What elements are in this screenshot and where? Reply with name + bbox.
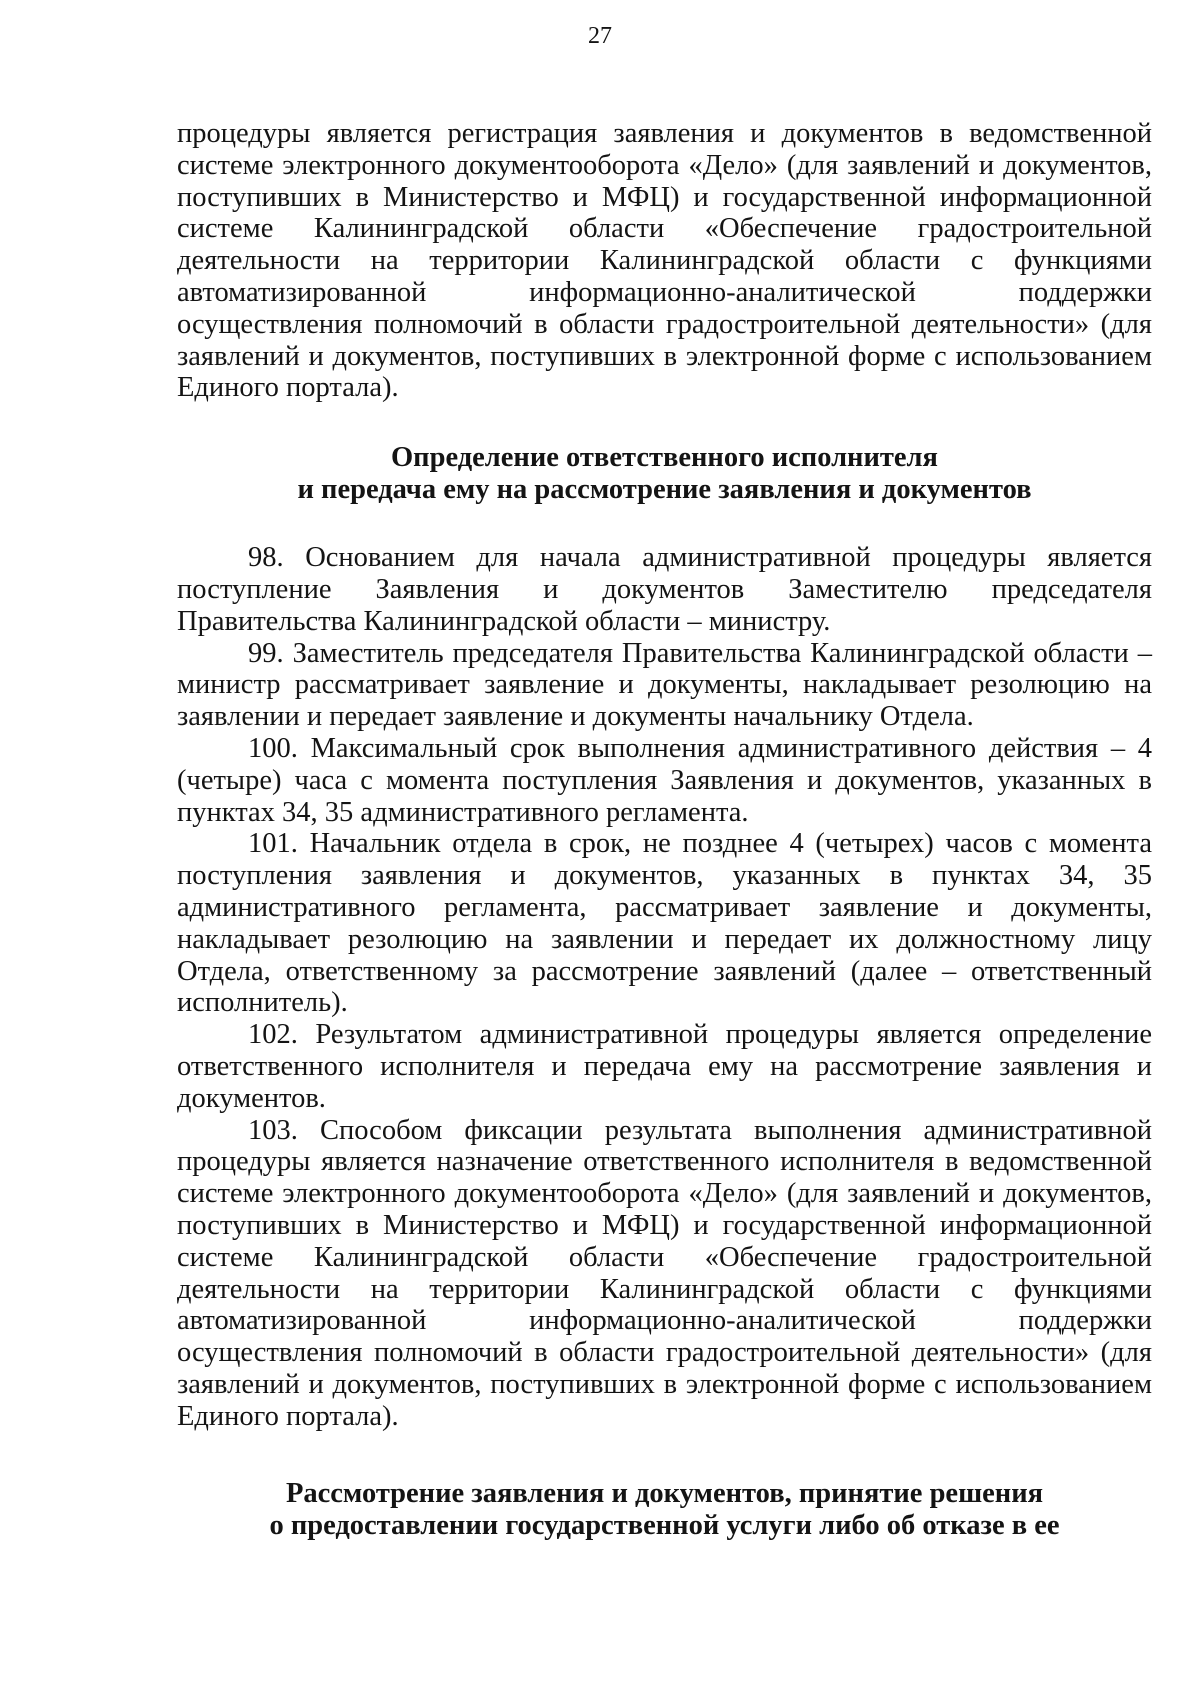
numbered-paragraph-99 — [177, 638, 1152, 733]
document-body — [177, 118, 1152, 1542]
paragraph-number: 103. — [248, 1114, 298, 1146]
paragraph-text: Способом фиксации результата выполнения административной процедуры является назначение ответственного исполнителя в ведомственной системе электронного документооборота «Дело» (для заявлений и документов, поступивших в Министерство и МФЦ) и государственной информационной системе Калининградской области «Обеспечение градостроительной деятельности на территории Калининградской области с функциями автоматизированной информационно-аналитической поддержки осуществления полномочий в области градостроительной деятельности» (для заявлений и документов, поступивших в электронной форме с использованием Единого портала). — [177, 1114, 1152, 1432]
numbered-paragraph-101 — [177, 828, 1152, 1019]
paragraph-text: Максимальный срок выполнения административного действия – 4 (четыре) часа с момента поступления Заявления и документов, указанных в пунктах 34, 35 административного регламента. — [177, 732, 1153, 828]
numbered-paragraph-103 — [177, 1115, 1152, 1433]
numbered-paragraph-102 — [177, 1019, 1152, 1114]
section-heading-line: и передача ему на рассмотрение заявления и документов — [297, 474, 1032, 506]
paragraph-number: 98. — [248, 542, 284, 574]
paragraph-number: 100. — [248, 732, 298, 764]
paragraph-number: 102. — [248, 1019, 298, 1051]
section-heading-review-decision — [177, 1478, 1152, 1542]
section-heading-line: Рассмотрение заявления и документов, принятие решения — [285, 1478, 1044, 1510]
section-heading-line: Определение ответственного исполнителя — [391, 442, 938, 474]
section-heading-line: о предоставлении государственной услуги либо об отказе в ее — [269, 1510, 1060, 1542]
paragraph-text: Начальник отдела в срок, не позднее 4 (четырех) часов с момента поступления заявления и документов, указанных в пунктах 34, 35 административного регламента, рассматривает заявление и документы, накладывает резолюцию на заявлении и передает их должностному лицу Отдела, ответственному за рассмотрение заявлений (далее – ответственный исполнитель). — [177, 828, 1153, 1019]
paragraph-text: Основанием для начала административной процедуры является поступление Заявления и документов Заместителю председателя Правительства Калининградской области – министру. — [177, 542, 1153, 637]
paragraph-number: 101. — [248, 828, 298, 860]
numbered-paragraph-100 — [177, 733, 1152, 828]
paragraph-number: 99. — [248, 637, 284, 669]
paragraph-continuation: процедуры является регистрация заявления и документов в ведомственной системе электронного документооборота «Дело» (для заявлений и документов, поступивших в Министерство и МФЦ) и государственной информационной системе Калининградской области «Обеспечение градостроительной деятельности на территории Калининградской области с функциями автоматизированной информационно-аналитической поддержки осуществления полномочий в области градостроительной деятельности» (для заявлений и документов, поступивших в электронной форме с использованием Единого портала). — [177, 118, 1152, 404]
paragraph-text: Результатом административной процедуры является определение ответственного исполнителя и передача ему на рассмотрение заявления и документов. — [177, 1019, 1152, 1114]
page-number: 27 — [588, 23, 612, 49]
section-heading-responsible-executor — [177, 442, 1152, 506]
numbered-paragraph-98 — [177, 542, 1152, 637]
paragraph-text: Заместитель председателя Правительства Калининградской области – министр рассматривает заявление и документы, накладывает резолюцию на заявлении и передает заявление и документы начальнику Отдела. — [177, 637, 1153, 733]
